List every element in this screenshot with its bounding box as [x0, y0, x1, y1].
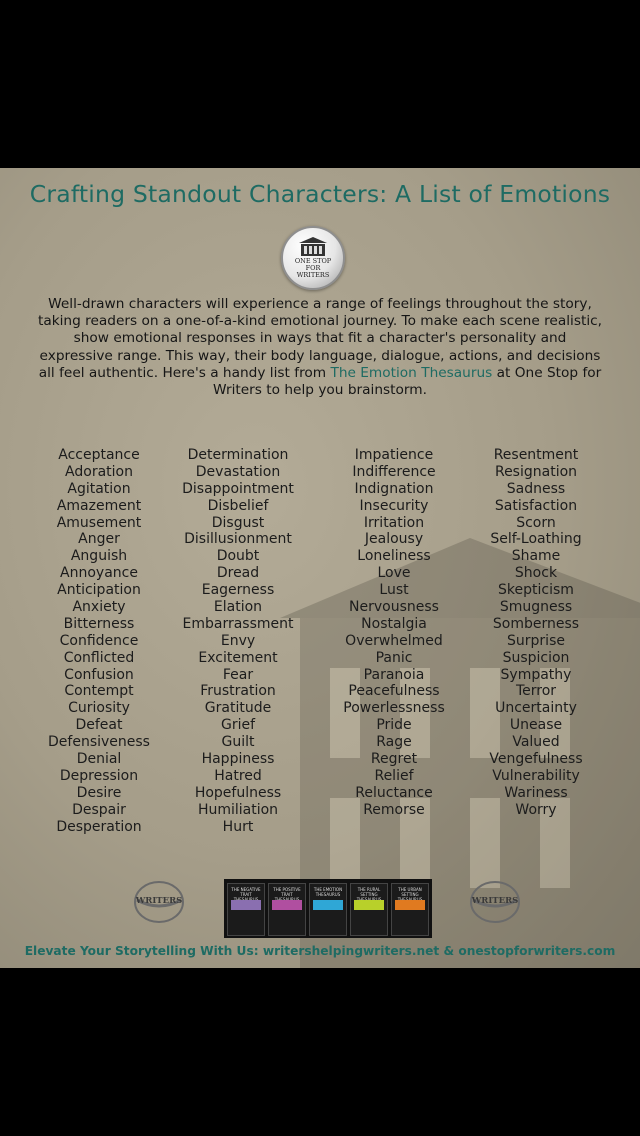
emotion-item: Regret	[370, 751, 418, 768]
emotion-item: Remorse	[363, 801, 425, 818]
emotion-item: Shame	[511, 548, 561, 565]
emotion-item: Confusion	[64, 666, 134, 683]
book-cover: THE URBAN SETTING	[391, 883, 429, 936]
emotion-item: Agitation	[67, 480, 131, 497]
building-icon	[297, 236, 329, 258]
emotion-item: Adoration	[65, 463, 133, 480]
emotion-column-1	[24, 447, 174, 835]
emotion-item: Nostalgia	[361, 615, 427, 632]
emotion-item: Depression	[59, 767, 139, 784]
emotion-item: Hurt	[222, 818, 254, 835]
footer-links[interactable]: Elevate Your Storytelling With Us: writershelpingwriters.net & onestopforwriters.com	[24, 944, 616, 958]
emotion-item: Disappointment	[182, 480, 294, 497]
emotion-item: Vulnerability	[492, 767, 580, 784]
emotion-thesaurus-link[interactable]: The Emotion Thesaurus	[330, 364, 493, 381]
emotion-item: Curiosity	[68, 700, 130, 717]
book-cover: THE POSITIVE TRAIT	[268, 883, 306, 936]
emotion-item: Frustration	[200, 683, 276, 700]
emotion-item: Insecurity	[359, 497, 429, 514]
emotion-item: Amazement	[56, 497, 142, 514]
emotion-item: Anxiety	[72, 599, 126, 616]
emotion-item: Embarrassment	[182, 615, 294, 632]
emotion-item: Worry	[515, 801, 557, 818]
badge-text: ONE STOP FOR WRITERS	[294, 257, 332, 279]
writers-logo-left: WRITERS	[133, 880, 185, 924]
emotion-item: Desperation	[56, 818, 142, 835]
emotion-item: Suspicion	[502, 649, 570, 666]
emotion-item: Overwhelmed	[345, 632, 443, 649]
emotion-item: Contempt	[64, 683, 134, 700]
emotion-item: Disgust	[211, 514, 265, 531]
intro-paragraph: Well-drawn characters will experience a range of feelings throughout the story, taking readers on a one-of-a-kind emotional journey. To make each scene realistic, show emotional responses in ways that fit a character's personality and expressive range. This way, their body language, dialogue, actions, and decisions all feel authentic. Here's a handy list from The Emotion Thesaurus at One Stop for Writers to help you brainstorm.	[37, 296, 603, 399]
emotion-item: Envy	[220, 632, 256, 649]
emotion-item: Paranoia	[363, 666, 425, 683]
thesaurus-book-collection	[224, 879, 432, 938]
emotion-item: Reluctance	[355, 784, 433, 801]
emotion-item: Defensiveness	[48, 734, 150, 751]
emotion-item: Sadness	[506, 480, 566, 497]
emotion-item: Uncertainty	[495, 700, 577, 717]
emotion-item: Loneliness	[357, 548, 431, 565]
emotion-item: Lust	[379, 582, 409, 599]
emotion-item: Confidence	[59, 632, 139, 649]
emotion-item: Nervousness	[349, 599, 439, 616]
emotion-item: Gratitude	[204, 700, 272, 717]
book-cover: THE NEGATIVE TRAIT	[227, 883, 265, 936]
emotion-item: Vengefulness	[489, 751, 583, 768]
emotion-item: Scorn	[516, 514, 556, 531]
emotion-item: Somberness	[492, 615, 580, 632]
emotion-item: Sympathy	[500, 666, 572, 683]
emotion-item: Rage	[376, 734, 412, 751]
emotion-item: Resignation	[494, 463, 578, 480]
emotion-item: Desire	[76, 784, 122, 801]
emotion-item: Devastation	[195, 463, 281, 480]
book-cover: THE RURAL SETTING	[350, 883, 388, 936]
emotion-item: Self-Loathing	[490, 531, 582, 548]
emotion-item: Bitterness	[63, 615, 135, 632]
emotion-item: Terror	[515, 683, 557, 700]
emotion-item: Love	[377, 565, 411, 582]
emotion-item: Denial	[76, 751, 122, 768]
emotion-item: Happiness	[201, 751, 275, 768]
emotion-item: Conflicted	[63, 649, 135, 666]
emotion-item: Excitement	[198, 649, 278, 666]
emotion-item: Disbelief	[207, 497, 269, 514]
emotion-item: Hopefulness	[194, 784, 282, 801]
emotion-item: Peacefulness	[348, 683, 440, 700]
emotion-item: Satisfaction	[494, 497, 578, 514]
emotion-item: Anger	[78, 531, 120, 548]
book-cover: THE EMOTION THESAURUS	[309, 883, 347, 936]
emotion-item: Indignation	[354, 480, 434, 497]
emotion-item: Hatred	[214, 767, 262, 784]
emotion-column-4	[461, 447, 611, 819]
emotion-item: Dread	[216, 565, 260, 582]
emotion-item: Surprise	[507, 632, 565, 649]
emotion-item: Resentment	[493, 447, 579, 463]
one-stop-badge	[281, 226, 345, 290]
emotion-item: Determination	[187, 447, 289, 463]
emotion-item: Despair	[72, 801, 126, 818]
emotion-item: Doubt	[216, 548, 260, 565]
emotion-item: Wariness	[504, 784, 568, 801]
emotion-item: Eagerness	[201, 582, 275, 599]
emotion-item: Smugness	[499, 599, 573, 616]
emotion-item: Amusement	[56, 514, 142, 531]
emotion-item: Panic	[375, 649, 413, 666]
emotion-item: Valued	[512, 734, 560, 751]
emotion-item: Indifference	[352, 463, 436, 480]
emotion-item: Pride	[376, 717, 412, 734]
emotion-item: Anguish	[70, 548, 128, 565]
emotion-item: Defeat	[75, 717, 123, 734]
writers-logo-right: WRITERS	[469, 880, 521, 924]
emotion-item: Disillusionment	[184, 531, 292, 548]
emotion-item: Annoyance	[60, 565, 138, 582]
emotion-item: Humiliation	[197, 801, 279, 818]
poster-title: Crafting Standout Characters: A List of Emotions	[29, 180, 611, 208]
emotion-item: Acceptance	[58, 447, 140, 463]
emotion-column-3	[319, 447, 469, 819]
emotion-item: Unease	[509, 717, 563, 734]
emotion-item: Powerlessness	[343, 700, 445, 717]
emotions-poster	[0, 168, 640, 968]
emotion-item: Elation	[213, 599, 263, 616]
emotion-item: Anticipation	[57, 582, 141, 599]
emotion-item: Impatience	[354, 447, 434, 463]
emotion-column-2	[163, 447, 313, 835]
emotion-item: Jealousy	[364, 531, 424, 548]
emotion-item: Irritation	[363, 514, 425, 531]
emotion-item: Fear	[222, 666, 254, 683]
emotion-item: Guilt	[221, 734, 255, 751]
emotion-item: Relief	[374, 767, 414, 784]
emotion-item: Skepticism	[498, 582, 574, 599]
emotion-item: Grief	[220, 717, 256, 734]
emotion-item: Shock	[514, 565, 558, 582]
